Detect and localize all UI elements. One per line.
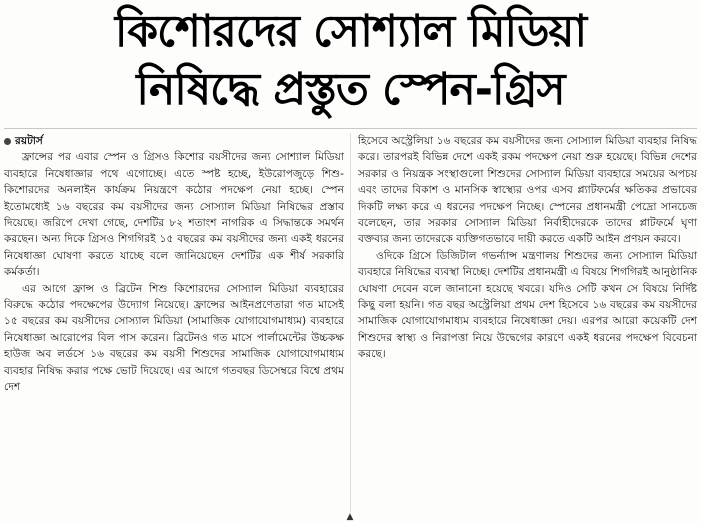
paragraph: হিসেবে অস্ট্রেলিয়া ১৬ বছরের কম বয়সীদের জন্য সোস্যাল মিডিয়া ব্যবহার নিষিদ্ধ করে। তারপরই বিভিন্ন দেশে একই রকম পদক্ষেপ নেয়া শুরু হয়েছে। বিভিন্ন দেশের সরকার ও নিয়ন্ত্রক সংস্থাগুলো শিশুদের সোস্যাল মিডিয়া ব্যবহারে সময়ের অপচয় এবং তাদের বিকাশ ও মানসিক স্বাস্থ্যের ওপর এসব প্ল্যাটফর্মের ক্ষতিকর প্রভাবের দিকটি লক্ষ্য করে এ ধরনের পদক্ষেপ নিচ্ছে। স্পেনের প্রধানমন্ত্রী পেদ্রো সানচেজ বলেছেন, তার সরকার সোস্যাল মিডিয়া নির্বাহীদেরকে তাদের প্লাটফর্মে ঘৃণা বক্তব্যর জন্য তাদেরকে ব্যক্তিগতভাবে দায়ী করতে একটি আইন প্রণয়ন করবে।	[358, 135, 697, 246]
column-divider	[350, 133, 351, 513]
headline-line-1: কিশোরদের সোশ্যাল মিডিয়া	[114, 6, 587, 57]
paragraph: এর আগে ফ্রান্স ও ব্রিটেন শিশু কিশোরদের সোস্যাল মিডিয়া ব্যবহারের বিরুদ্ধে কঠোর পদক্ষেপের উদ্যোগ নিয়েছে। ফ্রান্সের আইনপ্রণেতারা গত মাসেই ১৫ বছরের কম বয়সীদের সোস্যাল মিডিয়া (সামাজিক যোগাযোগমাধ্যম) ব্যবহারে নিষেধাজ্ঞা আরোপের বিল পাস করেন। ব্রিটেনও গত মাসে পার্লামেন্টের উচ্চকক্ষ হাউজ অব লর্ডসে ১৬ বছরের কম বয়সী শিশুদের সামাজিক যোগাযোগমাধ্যম ব্যবহার নিষিদ্ধ করার পক্ষে ভোট দিয়েছে। এর আগে গতবছর ডিসেম্বরে বিশ্বে প্রথম দেশ	[4, 282, 344, 394]
byline	[4, 133, 344, 149]
headline-line-2: নিষিদ্ধে প্রস্তুত স্পেন-গ্রিস	[136, 64, 565, 115]
bullet-icon	[4, 138, 11, 145]
headline	[0, 4, 701, 120]
page-edge-mark: ▲	[346, 512, 354, 522]
article-column-right	[358, 133, 697, 363]
article-column-left	[4, 133, 344, 396]
paragraph: ওদিকে গ্রিসে ডিজিটাল গভর্ন্যান্স মন্ত্রণালয় শিশুদের জন্য সোস্যাল মিডিয়া ব্যবহারে নিষিদ্ধের ব্যবস্থা নিচ্ছে। দেশটির প্রধানমন্ত্রী এ বিষয়ে শিগগিরই আনুষ্ঠানিক ঘোষণা দেবেন বলে জানানো হয়েছে খবরে। যদিও সেটি কখন সে বিষয়ে নির্দিষ্ট কিছু বলা হয়নি। গত বছর অস্ট্রেলিয়া প্রথম দেশ হিসেবে ১৬ বছরের কম বয়সীদের সামাজিক যোগাযোগমাধ্যম ব্যবহারে নিষেধাজ্ঞা দেয়। এরপর আরো কয়েকটি দেশ শিশুদের স্বাস্থ্য ও নিরাপত্তা নিয়ে উদ্বেগের কারণে একই ধরনের পদক্ষেপ বিবেচনা করছে।	[358, 249, 697, 361]
byline-text: রয়টার্স	[15, 135, 43, 147]
paragraph: ফ্রান্সের পর এবার স্পেন ও গ্রিসও কিশোর বয়সীদের জন্য সোশ্যাল মিডিয়া ব্যবহারে নিষেধাজ্ঞার পথে এগোচ্ছে। এতে স্পষ্ট হচ্ছে, ইউরোপজুড়ে শিশু-কিশোরদের অনলাইন কার্যক্রম নিয়ন্ত্রণে কঠোর পদক্ষেপ নেয়া হচ্ছে। স্পেন ইতোমধ্যেই ১৬ বছরের কম বয়সীদের জন্য সোস্যাল মিডিয়া নিষিদ্ধের প্রস্তাব দিয়েছে। জরিপে দেখা গেছে, দেশটির ৮২ শতাংশ নাগরিক এ সিদ্ধান্তকে সমর্থন করছেন। অন্য দিকে গ্রিসও শিগগিরই ১৫ বছরের কম বয়সীদের জন্য একই ধরনের নিষেধাজ্ঞা ঘোষণা করতে যাচ্ছে বলে জানিয়েছেন দেশটির এক শীর্ষ সরকারি কর্মকর্তা।	[4, 151, 344, 279]
headline-rule	[4, 128, 697, 129]
